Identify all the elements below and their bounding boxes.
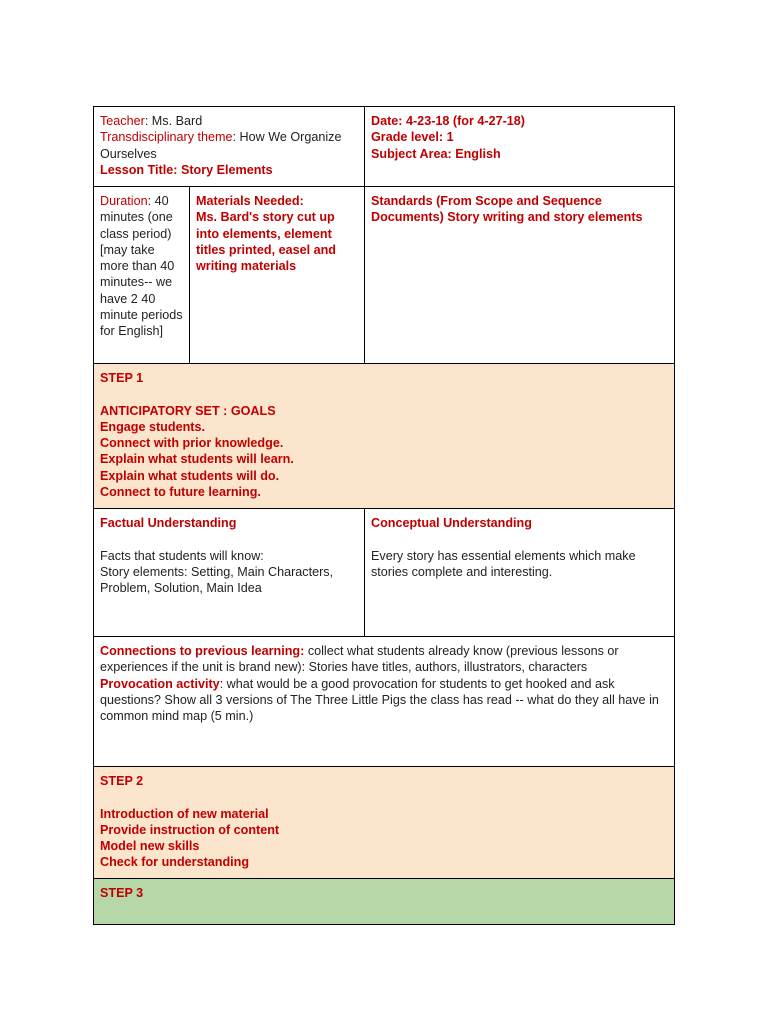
materials-cell bbox=[190, 187, 365, 364]
step1-title: STEP 1 bbox=[100, 371, 144, 385]
lesson-title: Lesson Title: Story Elements bbox=[100, 162, 273, 177]
connections-cell bbox=[94, 637, 675, 767]
subject-text: Subject Area: English bbox=[371, 146, 501, 161]
theme-value: : How We Organize Ourselves bbox=[100, 130, 342, 161]
step2-item: Model new skills bbox=[100, 839, 200, 854]
theme-label: Transdisciplinary theme bbox=[100, 130, 233, 145]
step1-cell bbox=[94, 364, 675, 509]
header-row bbox=[94, 107, 675, 187]
factual-body: Story elements: Setting, Main Characters, Problem, Solution, Main Idea bbox=[100, 564, 334, 596]
step2-cell bbox=[94, 767, 675, 879]
factual-cell bbox=[94, 509, 365, 637]
connections-paragraph bbox=[100, 643, 668, 676]
goal-item: Explain what students will do. bbox=[100, 468, 280, 483]
step2-item: Check for understanding bbox=[100, 855, 250, 870]
connections-row bbox=[94, 637, 675, 767]
grade-text: Grade level: 1 bbox=[371, 130, 454, 145]
duration-label: Duration bbox=[100, 194, 148, 208]
step2-row bbox=[94, 767, 675, 879]
step2-item: Provide instruction of content bbox=[100, 822, 280, 837]
goal-item: Explain what students will learn. bbox=[100, 452, 294, 467]
provocation-label: Provocation activity bbox=[100, 676, 220, 691]
provocation-paragraph bbox=[100, 676, 668, 725]
teacher-cell bbox=[94, 107, 365, 187]
teacher-value: : Ms. Bard bbox=[144, 114, 203, 128]
teacher-line bbox=[100, 113, 358, 129]
standards-cell bbox=[365, 187, 675, 364]
connections-label: Connections to previous learning: bbox=[100, 644, 305, 658]
step2-title: STEP 2 bbox=[100, 774, 144, 788]
standards-text: Standards (From Scope and Sequence Documents) Story writing and story elements bbox=[371, 194, 643, 225]
step3-title: STEP 3 bbox=[100, 886, 144, 900]
goal-item: Engage students. bbox=[100, 419, 205, 434]
duration-value: : 40 minutes (one class period) [may take more than 40 minutes-- we have 2 40 minute periods for English] bbox=[100, 194, 183, 339]
lesson-plan-table bbox=[93, 106, 675, 925]
factual-intro: Facts that students will know: bbox=[100, 548, 264, 563]
step1-row bbox=[94, 364, 675, 509]
details-row bbox=[94, 187, 675, 364]
understanding-row bbox=[94, 509, 675, 637]
conceptual-cell bbox=[365, 509, 675, 637]
teacher-label: Teacher bbox=[100, 114, 145, 128]
materials-value: Ms. Bard's story cut up into elements, element titles printed, easel and writing materials bbox=[196, 210, 336, 274]
step2-item: Introduction of new material bbox=[100, 806, 269, 821]
goal-item: Connect to future learning. bbox=[100, 485, 261, 500]
connections-text: collect what students already know (previous lessons or experiences if the unit is brand new): Stories have titles, authors, illustrators, characters bbox=[100, 644, 619, 675]
date-cell bbox=[365, 107, 675, 187]
anticipatory-heading: ANTICIPATORY SET : GOALS bbox=[100, 403, 276, 418]
step3-row bbox=[94, 879, 675, 925]
conceptual-title: Conceptual Understanding bbox=[371, 516, 532, 530]
date-text: Date: 4-23-18 (for 4-27-18) bbox=[371, 114, 525, 128]
duration-cell bbox=[94, 187, 190, 364]
conceptual-body: Every story has essential elements which make stories complete and interesting. bbox=[371, 548, 636, 579]
materials-label: Materials Needed: bbox=[196, 194, 304, 208]
provocation-text: : what would be a good provocation for students to get hooked and ask questions? Show all 3 versions of The Three Little Pigs the class has read -- what do they all have in common mind map (5 min.) bbox=[100, 676, 659, 724]
goal-item: Connect with prior knowledge. bbox=[100, 436, 284, 451]
step3-cell bbox=[94, 879, 675, 925]
factual-title: Factual Understanding bbox=[100, 516, 237, 530]
theme-line bbox=[100, 129, 358, 162]
